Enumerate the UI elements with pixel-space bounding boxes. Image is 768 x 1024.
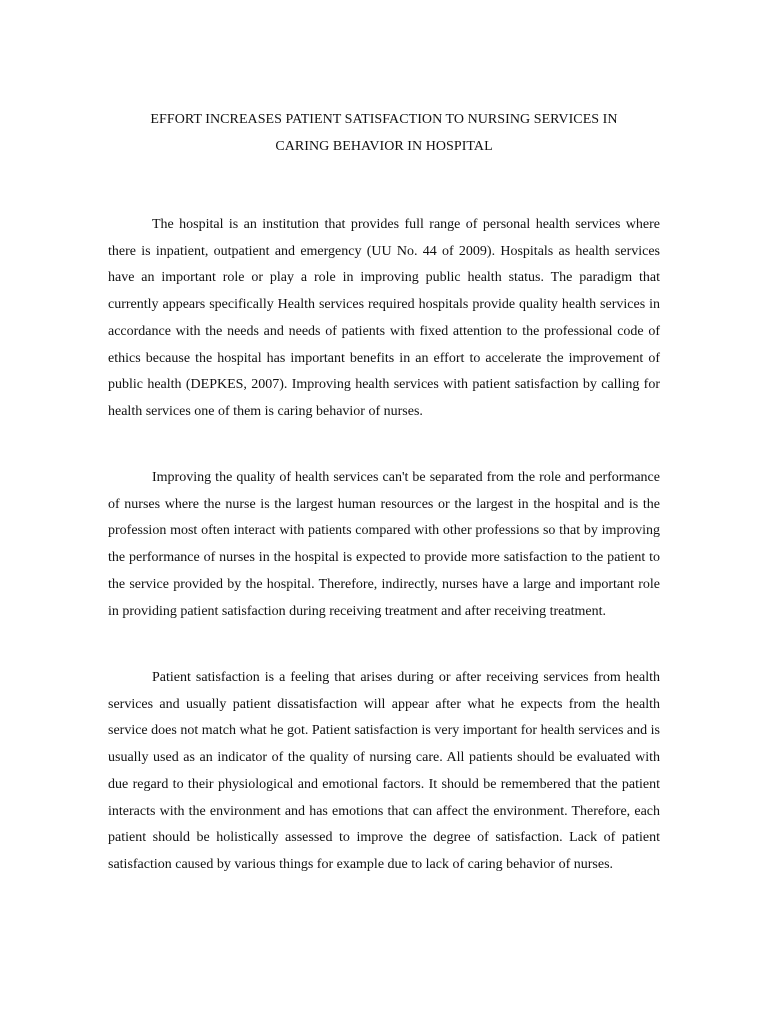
title-line-2: CARING BEHAVIOR IN HOSPITAL [275, 139, 493, 154]
body-paragraph-2: Improving the quality of health services can't be separated from the role and performance of nurses where the nurse is the largest human resources or the largest in the hospital and is the profession most often interact with patients compared with other professions so that by improving the performance of nurses in the hospital is expected to provide more satisfaction to the patient to the service provided by the hospital. Therefore, indirectly, nurses have a large and important role in providing patient satisfaction during receiving treatment and after receiving treatment. [108, 470, 660, 619]
title-line-1: EFFORT INCREASES PATIENT SATISFACTION TO NURSING SERVICES IN [150, 112, 618, 127]
document-title [108, 106, 660, 160]
body-paragraph-3: Patient satisfaction is a feeling that arises during or after receiving services from health services and usually patient dissatisfaction will appear after what he expects from the health service does not match what he got. Patient satisfaction is very important for health services and is usually used as an indicator of the quality of nursing care. All patients should be evaluated with due regard to their physiological and emotional factors. It should be remembered that the patient interacts with the environment and has emotions that can affect the environment. Therefore, each patient should be holistically assessed to improve the degree of satisfaction. Lack of patient satisfaction caused by various things for example due to lack of caring behavior of nurses. [108, 670, 660, 872]
body-paragraph-1: The hospital is an institution that provides full range of personal health services where there is inpatient, outpatient and emergency (UU No. 44 of 2009). Hospitals as health services have an important role or play a role in improving public health status. The paradigm that currently appears specifically Health services required hospitals provide quality health services in accordance with the needs and needs of patients with fixed attention to the professional code of ethics because the hospital has important benefits in an effort to accelerate the improvement of public health (DEPKES, 2007). Improving health services with patient satisfaction by calling for health services one of them is caring behavior of nurses. [108, 217, 660, 419]
